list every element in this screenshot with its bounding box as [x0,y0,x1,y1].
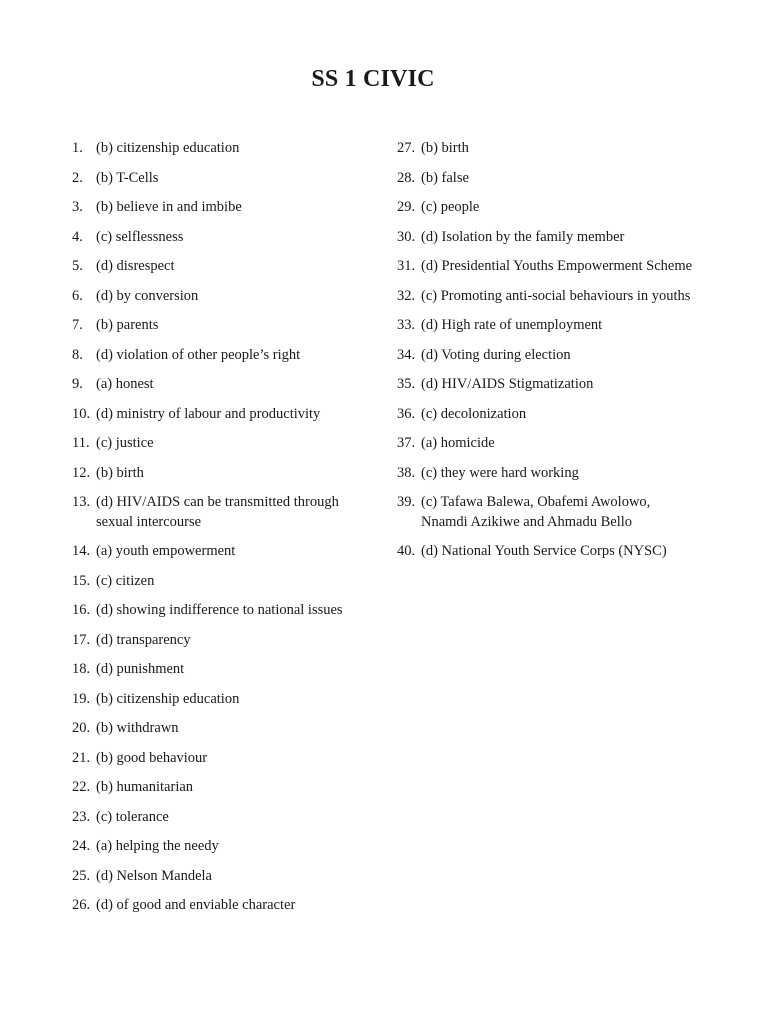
answer-text: (a) helping the needy [96,838,219,854]
answer-number: 5. [72,258,83,274]
answer-item [72,257,372,277]
answer-item [72,749,372,769]
answer-text: (c) justice [96,435,154,451]
answer-item [397,405,697,425]
answer-item [397,346,697,366]
answer-text: (c) they were hard working [421,464,579,481]
answer-item [397,542,697,562]
answer-item [72,434,372,454]
answer-text: (d) punishment [96,661,185,677]
answer-number: 24. [72,838,91,854]
answer-text: (b) good behaviour [96,749,208,766]
answer-number: 2. [72,169,83,186]
answer-item [72,287,372,307]
answer-text: (b) T-Cells [96,169,159,186]
answer-number: 3. [72,199,83,215]
answer-text: (c) selflessness [96,228,184,245]
answer-item [72,778,372,798]
answer-number: 30. [397,228,416,245]
answer-text: (d) HIV/AIDS Stigmatization [421,376,594,392]
answer-number: 16. [72,602,91,618]
answer-text: (b) citizenship education [96,140,240,156]
answer-text: (b) citizenship education [96,690,240,707]
answer-item [397,257,697,277]
answer-number: 31. [397,258,416,274]
answer-text: (d) by conversion [96,287,199,304]
answer-text: (c) Tafawa Balewa, Obafemi Awolowo, Nnamdi Azikiwe and Ahmadu Bello [421,494,651,530]
answer-text: (c) people [421,199,480,215]
answer-item [397,287,697,307]
answer-text: (b) false [421,169,469,186]
answer-number: 28. [397,169,416,186]
answer-number: 4. [72,228,83,245]
answer-item [397,316,697,336]
answer-text: (b) parents [96,317,159,333]
answer-item [72,346,372,366]
answer-text: (d) Voting during election [421,346,571,363]
answer-item [397,169,697,189]
answer-item [397,434,697,454]
answer-item [72,660,372,680]
answer-item [72,867,372,887]
answer-text: (d) disrespect [96,258,175,274]
answer-item [397,375,697,395]
answer-number: 34. [397,346,416,363]
answer-item [72,719,372,739]
answer-item [72,375,372,395]
answer-item [72,493,372,532]
answer-item [72,542,372,562]
answer-number: 40. [397,543,416,559]
answer-text: (d) Presidential Youths Empowerment Scheme [421,258,693,274]
answer-number: 20. [72,720,91,736]
answer-list-right-column [397,139,697,572]
answer-number: 10. [72,405,91,422]
answer-item [72,572,372,592]
answer-text: (a) homicide [421,435,495,451]
answer-item [397,198,697,218]
answer-number: 12. [72,464,91,481]
answer-text: (d) violation of other people’s right [96,346,301,363]
answer-number: 17. [72,631,91,648]
answer-number: 27. [397,140,416,156]
answer-text: (d) High rate of unemployment [421,317,603,333]
answer-text: (c) Promoting anti-social behaviours in youths [421,287,691,304]
answer-item [397,493,697,532]
answer-number: 39. [397,494,416,510]
answer-item [72,690,372,710]
answer-number: 19. [72,690,91,707]
answer-number: 18. [72,661,91,677]
answer-text: (d) Isolation by the family member [421,228,625,245]
answer-item [72,316,372,336]
answer-item [72,601,372,621]
answer-text: (d) of good and enviable character [96,897,296,913]
answer-item [72,228,372,248]
answer-item [72,198,372,218]
answer-text: (b) birth [421,140,469,156]
answer-text: (c) tolerance [96,808,169,825]
answer-number: 23. [72,808,91,825]
answer-text: (b) humanitarian [96,779,194,795]
answer-number: 25. [72,867,91,884]
answer-item [72,631,372,651]
answer-item [72,464,372,484]
answer-item [72,169,372,189]
answer-text: (a) youth empowerment [96,543,236,559]
answer-number: 11. [72,435,90,451]
answer-number: 22. [72,779,91,795]
answer-text: (d) showing indifference to national issues [96,602,343,618]
answer-number: 8. [72,346,83,363]
page-title: SS 1 CIVIC [311,66,435,92]
answer-item [397,228,697,248]
answer-number: 35. [397,376,416,392]
answer-item [397,464,697,484]
answer-item [72,837,372,857]
answer-text: (d) transparency [96,631,191,648]
answer-number: 7. [72,317,83,333]
answer-number: 36. [397,405,416,422]
answer-text: (d) Nelson Mandela [96,867,212,884]
answer-item [72,896,372,916]
answer-number: 32. [397,287,416,304]
answer-number: 37. [397,435,416,451]
answer-text: (a) honest [96,376,154,392]
answer-text: (d) HIV/AIDS can be transmitted through sexual intercourse [96,494,339,530]
answer-text: (b) believe in and imbibe [96,199,242,215]
answer-number: 15. [72,572,91,589]
answer-number: 1. [72,140,83,156]
answer-text: (d) National Youth Service Corps (NYSC) [421,543,667,559]
answer-text: (c) citizen [96,572,155,589]
answer-text: (b) withdrawn [96,720,179,736]
answer-number: 38. [397,464,416,481]
answer-item [72,808,372,828]
answer-text: (c) decolonization [421,405,527,422]
answer-text: (d) ministry of labour and productivity [96,405,321,422]
answer-list-left-column [72,139,372,926]
answer-number: 29. [397,199,416,215]
answer-item [397,139,697,159]
answer-number: 26. [72,897,91,913]
answer-number: 6. [72,287,83,304]
answer-number: 9. [72,376,83,392]
answer-number: 13. [72,494,91,510]
answer-number: 33. [397,317,416,333]
answer-item [72,139,372,159]
answer-number: 14. [72,543,91,559]
answer-number: 21. [72,749,91,766]
answer-item [72,405,372,425]
answer-text: (b) birth [96,464,144,481]
